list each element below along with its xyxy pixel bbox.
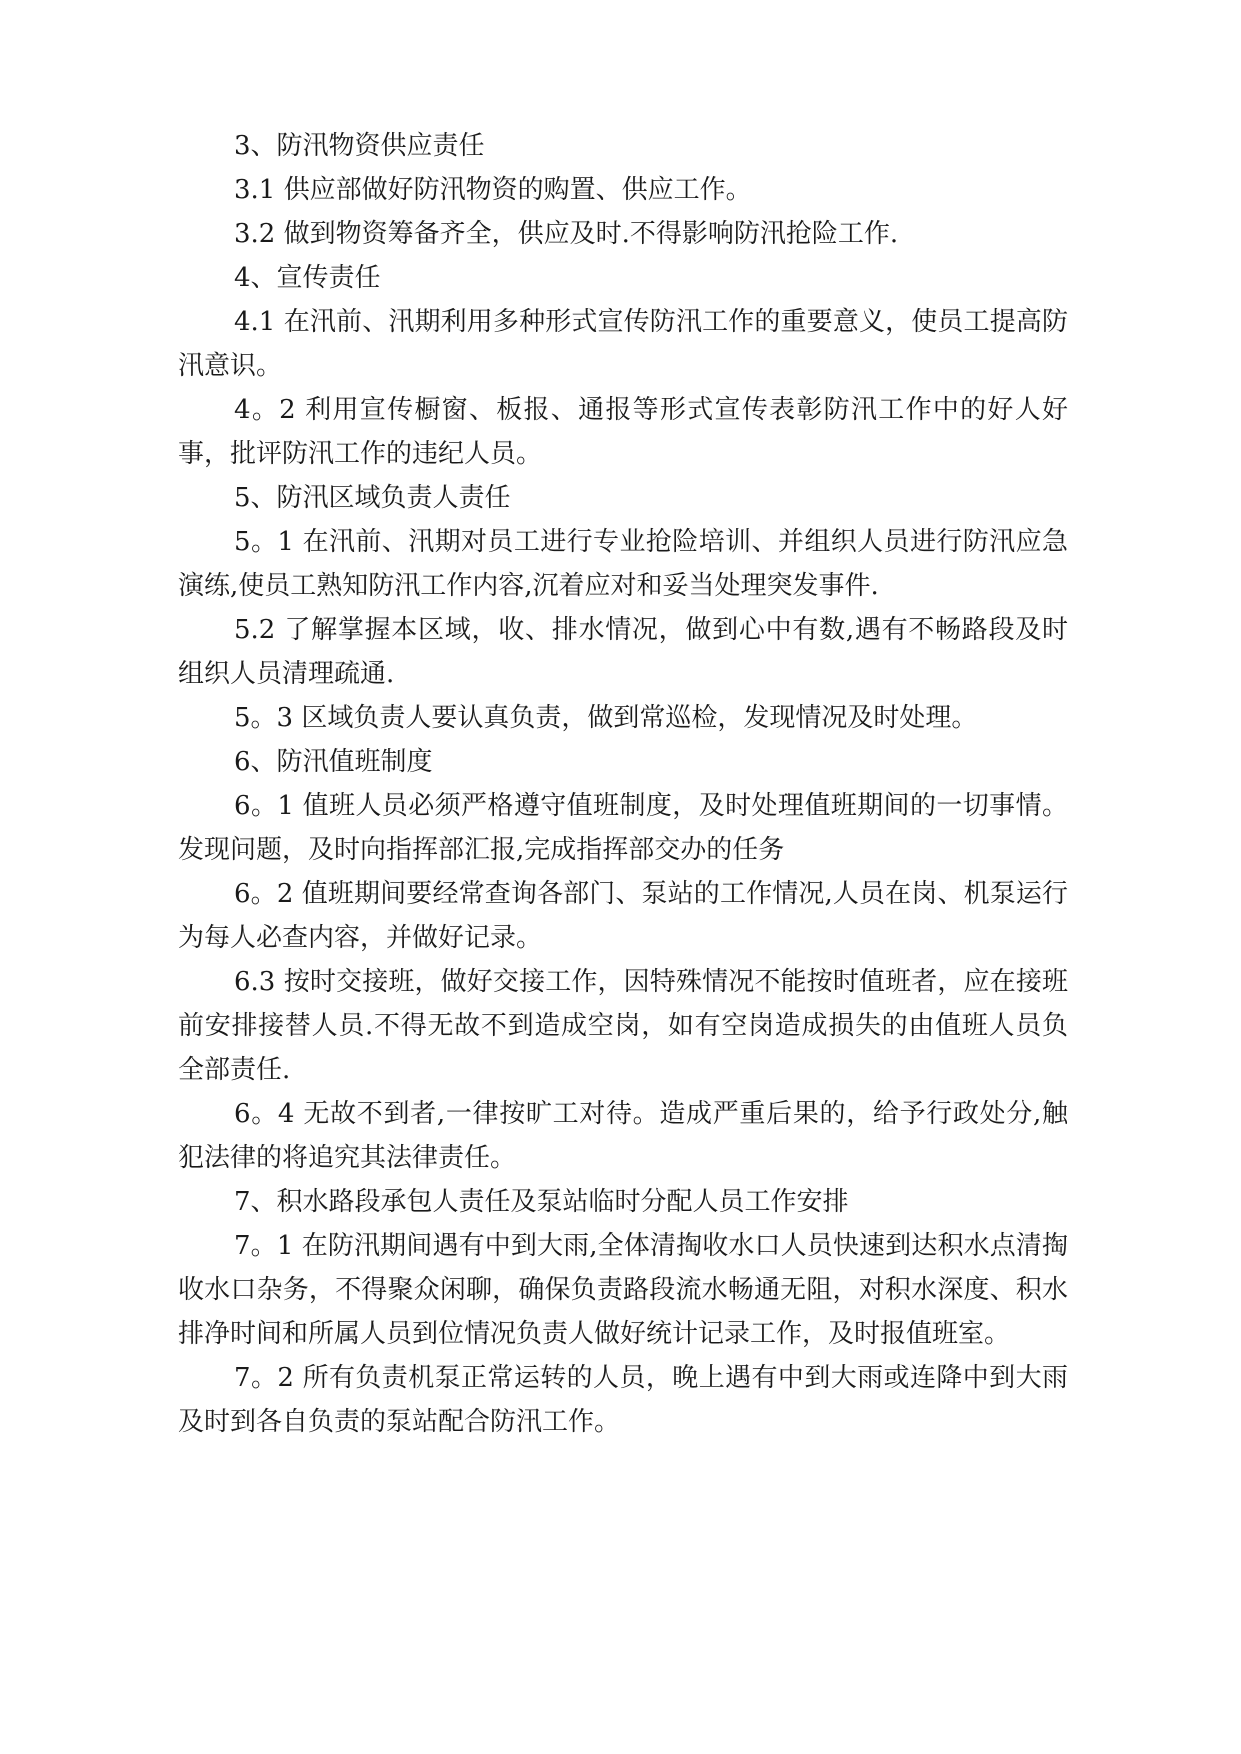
paragraph: 5.2 了解掌握本区域，收、排水情况，做到心中有数,遇有不畅路段及时组织人员清理疏通. (178, 615, 1068, 689)
paragraph: 4、宣传责任 (234, 263, 381, 293)
document-body (178, 124, 1068, 1444)
paragraph: 3、防汛物资供应责任 (234, 131, 485, 161)
paragraph: 4.1 在汛前、汛期利用多种形式宣传防汛工作的重要意义，使员工提高防汛意识。 (178, 307, 1068, 381)
paragraph: 5、防汛区域负责人责任 (234, 483, 511, 513)
paragraph: 6。2 值班期间要经常查询各部门、泵站的工作情况,人员在岗、机泵运行为每人必查内容，并做好记录。 (178, 879, 1068, 953)
paragraph: 5。3 区域负责人要认真负责，做到常巡检，发现情况及时处理。 (234, 703, 978, 733)
paragraph: 3.2 做到物资筹备齐全，供应及时.不得影响防汛抢险工作. (234, 219, 899, 249)
paragraph: 6。4 无故不到者,一律按旷工对待。造成严重后果的，给予行政处分,触犯法律的将追究其法律责任。 (178, 1099, 1068, 1173)
paragraph: 6.3 按时交接班，做好交接工作，因特殊情况不能按时值班者，应在接班前安排接替人员.不得无故不到造成空岗，如有空岗造成损失的由值班人员负全部责任. (178, 967, 1069, 1085)
paragraph: 6、防汛值班制度 (234, 747, 433, 777)
paragraph: 6。1 值班人员必须严格遵守值班制度，及时处理值班期间的一切事情。发现问题，及时向指挥部汇报,完成指挥部交办的任务 (178, 791, 1068, 865)
paragraph: 7。1 在防汛期间遇有中到大雨,全体清掏收水口人员快速到达积水点清掏收水口杂务，不得聚众闲聊，确保负责路段流水畅通无阻，对积水深度、积水排净时间和所属人员到位情况负责人做好统计记录工作，及时报值班室。 (178, 1231, 1068, 1349)
paragraph: 7、积水路段承包人责任及泵站临时分配人员工作安排 (234, 1187, 849, 1217)
paragraph: 5。1 在汛前、汛期对员工进行专业抢险培训、并组织人员进行防汛应急演练,使员工熟知防汛工作内容,沉着应对和妥当处理突发事件. (178, 527, 1068, 601)
paragraph: 4。2 利用宣传橱窗、板报、通报等形式宣传表彰防汛工作中的好人好事，批评防汛工作的违纪人员。 (178, 395, 1068, 469)
paragraph: 3.1 供应部做好防汛物资的购置、供应工作。 (234, 175, 752, 205)
paragraph: 7。2 所有负责机泵正常运转的人员，晚上遇有中到大雨或连降中到大雨及时到各自负责的泵站配合防汛工作。 (178, 1363, 1068, 1437)
